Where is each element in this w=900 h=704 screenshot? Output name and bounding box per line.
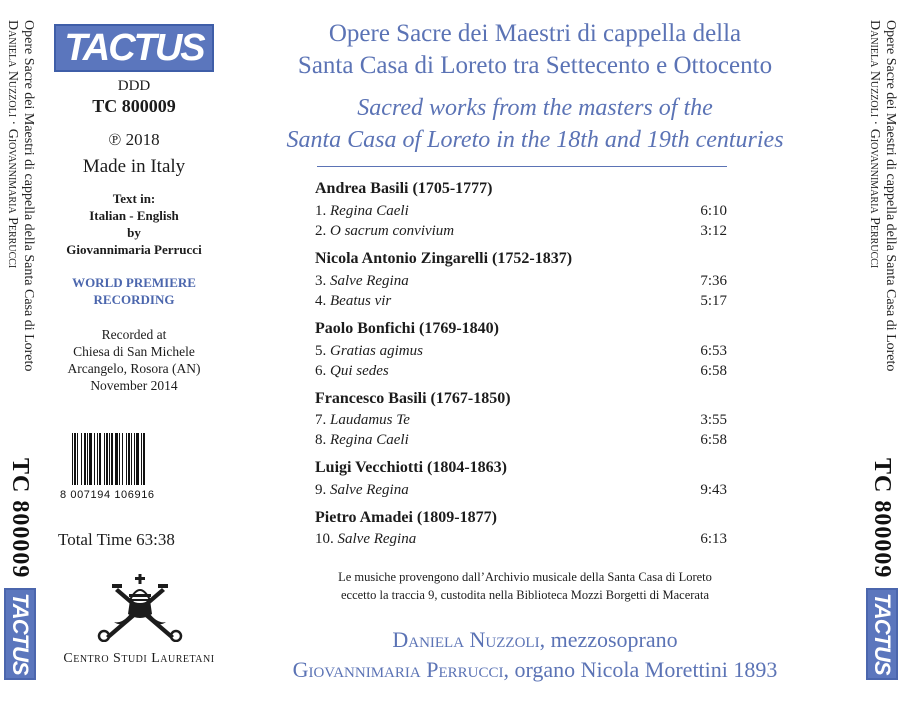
composer-heading: Nicola Antonio Zingarelli (1752-1837) [315,250,573,267]
track-row [315,531,727,548]
track-row [315,412,727,429]
track-row [315,223,727,240]
ddd-label: DDD [117,78,151,94]
archive-note-line: Le musiche provengono dall’Archivio musicale della Santa Casa di Loreto [338,570,712,584]
track-duration: 6:13 [700,531,727,547]
recording-info [44,326,224,394]
italian-title-line: Opere Sacre dei Maestri di cappella della [328,20,742,47]
composer-heading: Paolo Bonfichi (1769-1840) [315,320,499,337]
track-title: Regina Caeli [330,432,409,448]
total-time: Total Time 63:38 [58,530,175,549]
left-spine [0,0,40,704]
track-row [315,203,727,220]
world-premiere-badge [44,274,224,308]
track-duration: 7:36 [700,273,727,289]
track-title: O sacrum convivium [330,223,455,239]
spine-title-line: Opere Sacre dei Maestri di cappella della Santa Casa di Loreto [883,20,898,372]
recording-line: Arcangelo, Rosora (AN) [67,361,201,376]
spine-title [866,20,898,371]
track-number: 7. [315,412,327,428]
text-credits-line: Text in: [112,191,156,206]
performer-name: Daniela Nuzzoli [392,627,540,652]
title-divider [317,166,727,167]
performer-role: , organo Nicola Morettini 1893 [503,657,778,682]
right-spine [862,0,900,704]
centro-studi-label: Centro Studi Lauretani [63,651,215,666]
track-title: Regina Caeli [330,203,409,219]
italian-title [245,18,825,82]
composer-heading: Luigi Vecchiotti (1804-1863) [315,459,507,476]
spine-logo-text: TACTUS [8,593,33,675]
spine-logo-text: TACTUS [870,593,895,675]
english-title [245,92,825,156]
english-title-line: Santa Casa of Loreto in the 18th and 19th centuries [286,127,784,153]
performer-mezzosoprano [245,626,825,654]
track-number: 1. [315,203,327,219]
track-duration: 6:10 [700,203,727,219]
composer-heading: Pietro Amadei (1809-1877) [315,509,497,526]
track-row [315,343,727,360]
recording-line: November 2014 [90,378,178,393]
track-row [315,363,727,380]
track-number: 6. [315,363,327,379]
track-title: Gratias agimus [330,343,423,359]
text-credits-line: Giovannimaria Perrucci [66,242,202,257]
premiere-line: RECORDING [93,292,175,307]
premiere-line: WORLD PREMIERE [72,275,196,290]
track-duration: 6:53 [700,343,727,359]
composer-heading: Andrea Basili (1705-1777) [315,180,493,197]
track-title: Salve Regina [337,531,417,547]
spine-catalog-number: TC 800009 [869,458,895,579]
barcode-number: 8 007194 106916 [60,489,155,501]
track-number: 8. [315,432,327,448]
barcode-bar [145,433,146,485]
spine-title [4,20,36,371]
italian-title-line: Santa Casa di Loreto tra Settecento e Ottocento [297,52,773,79]
archive-note-line: eccetto la traccia 9, custodita nella Biblioteca Mozzi Borgetti di Macerata [340,588,710,602]
tactus-logo [54,24,214,72]
english-title-line: Sacred works from the masters of the [357,95,713,121]
track-title: Beatus vir [330,293,392,309]
track-title: Salve Regina [330,273,409,289]
track-row [315,273,727,290]
track-title: Qui sedes [330,363,389,379]
track-row [315,293,727,310]
text-credits-line: Italian - English [89,208,179,223]
track-duration: 6:58 [700,363,727,379]
barcode [60,433,202,503]
phonogram-year: ℗ 2018 [108,130,160,149]
track-number: 3. [315,273,327,289]
spine-tactus-logo [4,588,36,680]
track-row [315,482,727,499]
track-duration: 9:43 [700,482,727,498]
track-duration: 5:17 [700,293,727,309]
spine-performers-line: Daniela Nuzzoli · Giovannimaria Perrucci [867,20,882,269]
track-number: 9. [315,482,327,498]
track-number: 2. [315,223,327,239]
text-credits-line: by [127,225,141,240]
track-row [315,432,727,449]
spine-tactus-logo [866,588,898,680]
track-duration: 6:58 [700,432,727,448]
spine-title-line: Opere Sacre dei Maestri di cappella della Santa Casa di Loreto [21,20,36,372]
recording-line: Recorded at [101,327,167,342]
papal-emblem-icon [92,570,188,642]
track-duration: 3:55 [700,412,727,428]
performer-role: , mezzosoprano [539,627,678,652]
performer-organ [245,656,825,684]
track-title: Laudamus Te [330,412,410,428]
archive-note [300,568,750,604]
performer-name: Giovannimaria Perrucci [292,657,504,682]
track-duration: 3:12 [700,223,727,239]
spine-catalog-number: TC 800009 [7,458,33,579]
spine-performers-line: Daniela Nuzzoli · Giovannimaria Perrucci [5,20,20,269]
track-number: 10. [315,531,334,547]
text-credits [44,190,224,258]
composer-heading: Francesco Basili (1767-1850) [315,390,511,407]
track-number: 4. [315,293,327,309]
catalog-number: TC 800009 [92,96,176,116]
made-in-label: Made in Italy [82,156,186,177]
track-number: 5. [315,343,327,359]
barcode-bars [72,433,202,485]
logo-text: TACTUS [64,26,204,69]
track-title: Salve Regina [330,482,409,498]
recording-line: Chiesa di San Michele [73,344,195,359]
